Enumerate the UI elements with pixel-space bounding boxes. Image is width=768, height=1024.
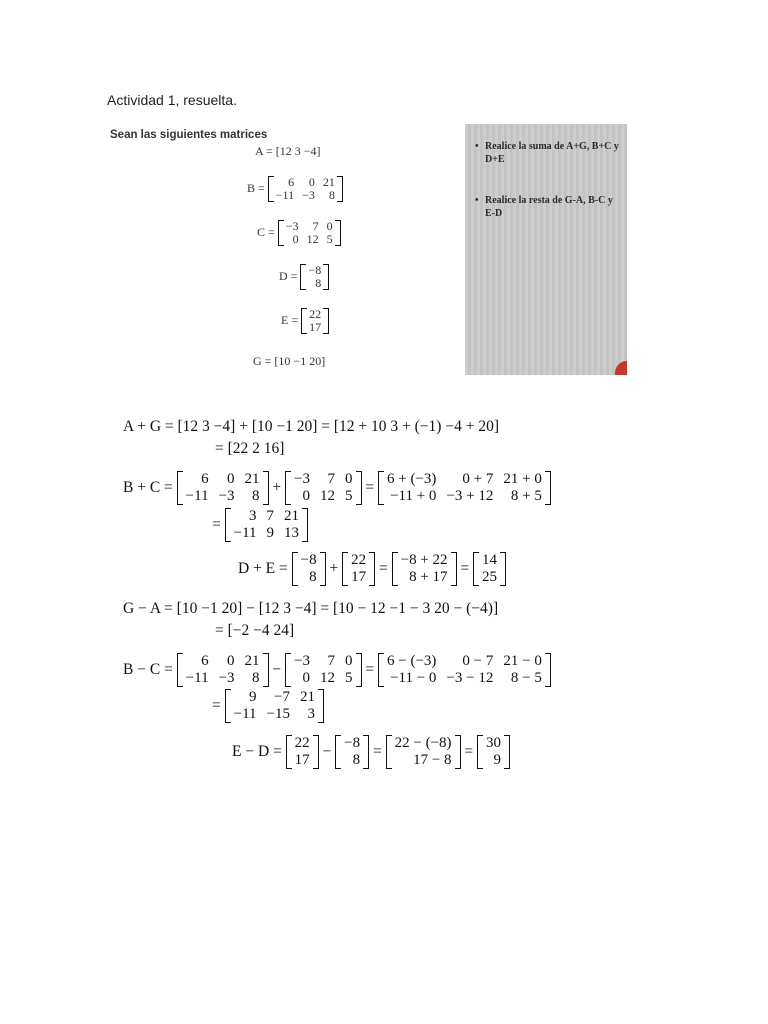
equation-d-plus-e — [238, 552, 506, 586]
matrix-e — [286, 735, 319, 769]
matrix-cell: 8 + 5 — [510, 488, 542, 504]
matrix-cell: 21 — [244, 653, 260, 669]
equals-sign: = — [365, 479, 375, 496]
equals-sign: = — [212, 516, 221, 533]
matrix-cell: 9 — [249, 689, 257, 705]
instruction-subtraction: • Realice la resta de G-A, B-C y E-D — [475, 195, 613, 219]
scan-matrix-d-label: D = — [279, 268, 298, 283]
scan-matrix-a: A = [12 3 −4] — [255, 144, 321, 158]
equation-e-minus-d-label: E − D = — [232, 743, 282, 760]
matrix-cell: −11 — [233, 525, 257, 541]
matrix-cell: 0 — [227, 471, 235, 487]
matrix-cell: 21 − 0 — [503, 653, 542, 669]
scanned-exercise-image — [107, 122, 627, 375]
equals-sign: = — [379, 560, 388, 577]
matrix-cell: 9 — [266, 525, 275, 541]
matrix-cell: 22 — [294, 735, 310, 751]
matrix-cell: −8 + 22 — [400, 552, 448, 568]
matrix-cell: −11 — [275, 188, 295, 202]
scan-matrix-c-body — [278, 220, 341, 246]
matrix-cell: 13 — [284, 525, 300, 541]
matrix-cell: 3 — [307, 706, 315, 722]
scan-matrix-d — [279, 264, 329, 290]
plus-sign: + — [272, 479, 282, 496]
matrix-cell: 12 — [320, 488, 336, 504]
matrix-cell: −3 — [294, 653, 311, 669]
scan-matrix-e — [281, 308, 329, 334]
equation-b-minus-c-line1 — [123, 653, 551, 687]
matrix-cell: 0 — [302, 670, 311, 686]
matrix-cell: 6 — [201, 653, 209, 669]
matrix-cell: 7 — [327, 471, 336, 487]
matrix-b-plus-c-expanded — [378, 471, 551, 505]
matrix-cell: 12 — [306, 232, 319, 246]
equation-b-minus-c-label: B − C = — [123, 661, 173, 678]
matrix-cell: 0 — [308, 175, 315, 189]
matrix-cell: 6 + (−3) — [387, 471, 437, 487]
matrix-cell: 25 — [482, 569, 498, 585]
equals-sign: = — [464, 743, 474, 760]
matrix-cell: −3 — [302, 188, 315, 202]
matrix-cell: 21 — [322, 175, 335, 189]
matrix-cell: −15 — [266, 706, 290, 722]
minus-sign: − — [322, 743, 332, 760]
equation-g-minus-a-line1: G − A = [10 −1 20] − [12 3 −4] = [10 − 12 −1 − 3 20 − (−4)] — [123, 600, 499, 617]
matrix-d — [292, 552, 326, 586]
matrix-cell: −7 — [274, 689, 290, 705]
scan-matrix-c — [257, 220, 341, 246]
matrix-cell: 5 — [345, 488, 353, 504]
matrix-cell: 17 — [351, 569, 367, 585]
matrix-cell: −11 — [233, 706, 257, 722]
equals-sign: = — [365, 661, 375, 678]
plus-sign: + — [329, 560, 339, 577]
scan-matrix-g: G = [10 −1 20] — [253, 354, 326, 368]
document-title: Actividad 1, resuelta. — [107, 92, 237, 108]
matrix-cell: −8 — [300, 552, 317, 568]
matrix-cell: 3 — [249, 508, 257, 524]
matrix-cell: 21 — [244, 471, 260, 487]
matrix-e — [342, 552, 375, 586]
matrix-cell: 0 — [292, 232, 299, 246]
matrix-c — [285, 471, 361, 505]
matrix-b-minus-c-result — [225, 689, 324, 723]
matrix-cell: −8 — [344, 735, 361, 751]
matrix-cell: 8 — [309, 569, 317, 585]
red-corner-mark — [615, 361, 627, 375]
matrix-cell: 30 — [486, 735, 502, 751]
matrix-cell: 17 — [294, 752, 310, 768]
matrix-cell: 5 — [326, 232, 333, 246]
matrix-cell: 0 — [345, 653, 353, 669]
matrix-cell: 0 — [326, 219, 333, 233]
matrix-cell: 6 — [201, 471, 209, 487]
matrix-c — [285, 653, 361, 687]
matrix-d-plus-e-expanded — [392, 552, 457, 586]
matrix-cell: 0 — [302, 488, 311, 504]
matrix-cell: −11 + 0 — [390, 488, 437, 504]
matrix-b-plus-c-result — [225, 508, 308, 542]
scan-matrix-e-body — [301, 308, 329, 334]
matrix-cell: 6 − (−3) — [387, 653, 437, 669]
matrix-d-plus-e-result — [473, 552, 506, 586]
matrix-cell: 21 + 0 — [503, 471, 542, 487]
minus-sign: − — [272, 661, 282, 678]
matrix-cell: 8 — [352, 752, 361, 768]
matrix-cell: 8 − 5 — [510, 670, 542, 686]
matrix-cell: 22 — [351, 552, 367, 568]
matrix-cell: 0 — [227, 653, 235, 669]
matrix-cell: −3 — [285, 219, 299, 233]
scan-matrix-c-label: C = — [257, 224, 275, 239]
scan-matrix-d-body — [300, 264, 329, 290]
matrix-cell: 14 — [482, 552, 498, 568]
matrix-cell: −11 − 0 — [390, 670, 437, 686]
matrix-cell: 7 — [312, 219, 319, 233]
matrix-cell: −3 — [294, 471, 311, 487]
matrix-cell: −3 − 12 — [446, 670, 494, 686]
matrix-d — [335, 735, 369, 769]
matrix-cell: 7 — [327, 653, 336, 669]
matrix-cell: −11 — [185, 670, 209, 686]
equation-a-plus-g-line1: A + G = [12 3 −4] + [10 −1 20] = [12 + 10 3 + (−1) −4 + 20] — [123, 418, 499, 435]
matrix-cell: 17 − 8 — [413, 752, 452, 768]
scan-matrix-b — [247, 176, 343, 202]
matrix-b — [177, 653, 269, 687]
matrix-cell: 0 − 7 — [462, 653, 494, 669]
equation-g-minus-a-result: = [−2 −4 24] — [215, 622, 295, 639]
matrix-cell: 6 — [288, 175, 295, 189]
instruction-sum: • Realice la suma de A+G, B+C y D+E — [475, 141, 619, 165]
matrix-cell: 7 — [266, 508, 275, 524]
matrix-cell: −3 — [218, 670, 235, 686]
matrix-b — [177, 471, 269, 505]
matrix-cell: 22 − (−8) — [394, 735, 452, 751]
equals-sign: = — [460, 560, 470, 577]
matrix-cell: 22 — [309, 307, 322, 321]
equation-b-plus-c-line1 — [123, 471, 551, 505]
matrix-cell: 21 — [284, 508, 300, 524]
matrix-cell: 8 — [252, 670, 260, 686]
matrix-cell: −11 — [185, 488, 209, 504]
matrix-cell: −8 — [308, 263, 322, 277]
equation-b-plus-c-result — [212, 508, 308, 542]
equation-e-minus-d — [232, 735, 510, 769]
matrix-cell: 0 + 7 — [462, 471, 494, 487]
matrix-cell: 8 — [328, 188, 335, 202]
matrix-cell: 8 — [315, 276, 322, 290]
matrix-cell: 8 + 17 — [409, 569, 448, 585]
matrix-cell: 5 — [345, 670, 353, 686]
equals-sign: = — [212, 697, 221, 714]
matrix-cell: −3 + 12 — [446, 488, 494, 504]
matrix-cell: 8 — [252, 488, 260, 504]
matrix-b-minus-c-expanded — [378, 653, 551, 687]
matrix-cell: 12 — [320, 670, 336, 686]
scan-heading: Sean las siguientes matrices — [110, 129, 268, 141]
instruction-subtraction-text: Realice la resta de G-A, B-C y E-D — [485, 195, 613, 219]
equation-d-plus-e-label: D + E = — [238, 560, 288, 577]
scan-instructions-panel — [465, 124, 627, 375]
equation-a-plus-g-result: = [22 2 16] — [215, 440, 285, 457]
equation-b-minus-c-result — [212, 689, 324, 723]
matrix-cell: 0 — [345, 471, 353, 487]
matrix-cell: 9 — [493, 752, 502, 768]
matrix-e-minus-d-expanded — [386, 735, 461, 769]
matrix-cell: 17 — [309, 320, 322, 334]
scan-matrix-e-label: E = — [281, 312, 299, 327]
scan-matrix-b-label: B = — [247, 180, 265, 195]
equals-sign: = — [373, 743, 382, 760]
equation-b-plus-c-label: B + C = — [123, 479, 173, 496]
matrix-cell: 21 — [300, 689, 315, 705]
matrix-e-minus-d-result — [477, 735, 510, 769]
scan-matrix-b-body — [268, 176, 343, 202]
instruction-sum-text: Realice la suma de A+G, B+C y D+E — [485, 141, 619, 165]
matrix-cell: −3 — [218, 488, 235, 504]
